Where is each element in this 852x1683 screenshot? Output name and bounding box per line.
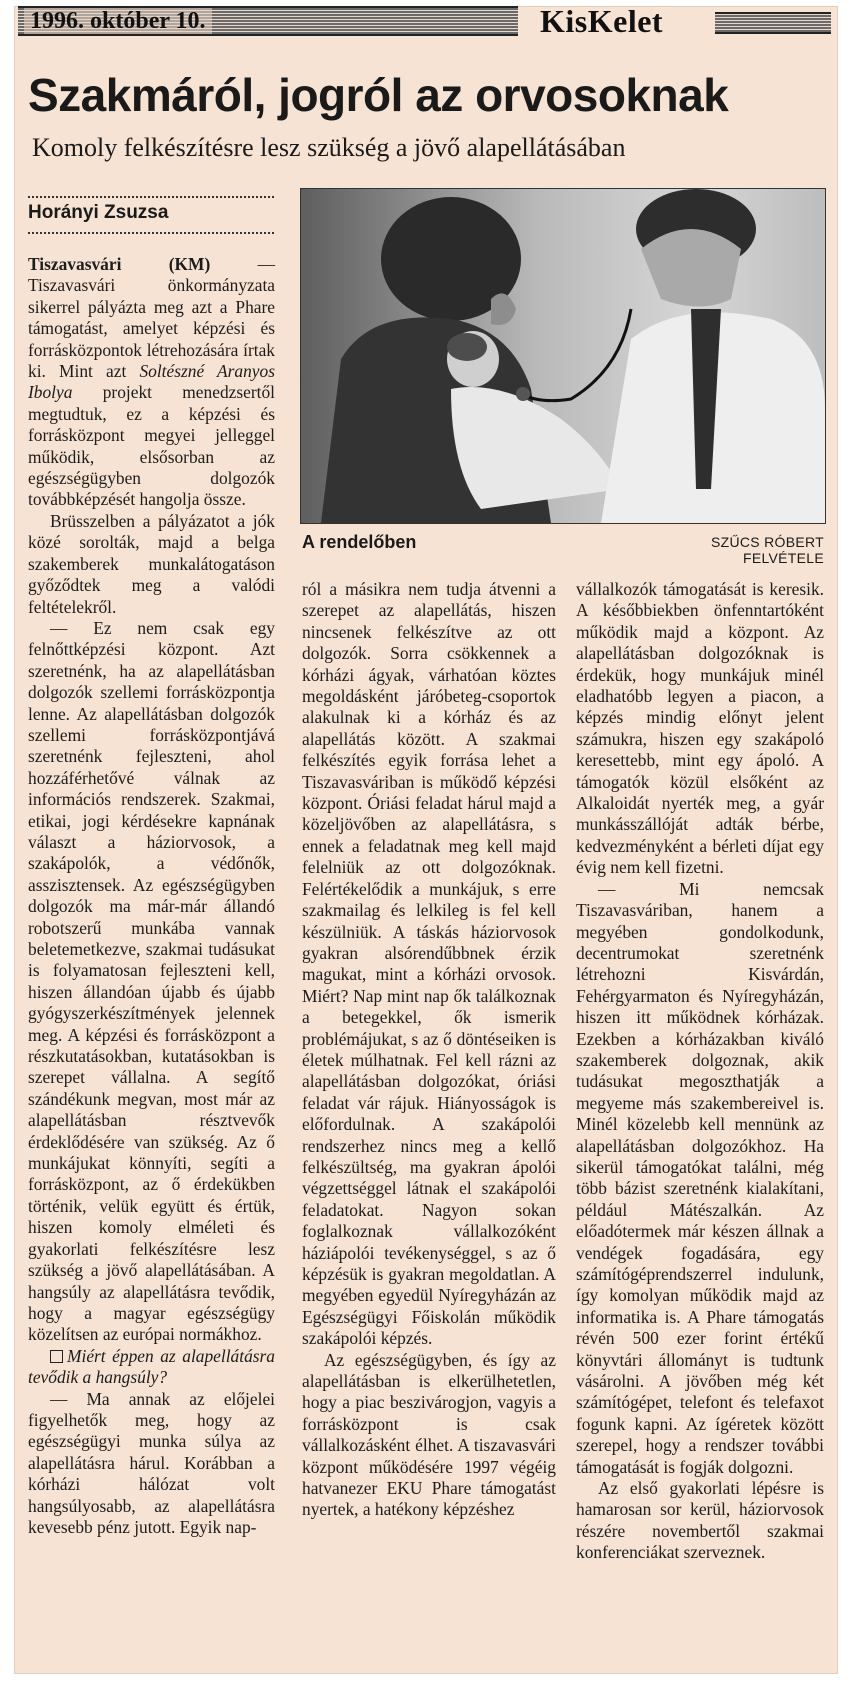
- newspaper-brand: KisKelet: [540, 3, 664, 39]
- question-text: Miért éppen az alapellátásra tevődik a hangsúly?: [28, 1345, 275, 1388]
- text-column-1: [28, 254, 275, 1654]
- paragraph: ról a másikra nem tudja átvenni a szerepet az alapellátás, hiszen nincsenek felkészítve az ott dolgozók. Sorra csökkennek a kórházi ágyak, várhatóan köztes megoldásként járóbeteg-csoportok alakulnak ki a kórház és az alapellátás között. A szakmai felkészítés egyik forrása lehet a Tiszavasváriban is működő képzési központ. Óriási feladat hárul majd a közeljövőben az alapellátásra, s ennek a feladatnak meg kell majd felelniük az ott dolgozóknak. Felértékelődik a munkájuk, s erre szakmailag és lelkileg is fel kell készülniük. A táskás háziorvosok gyakran alsórendűbbnek érzik magukat, mint a kórházi orvosok. Miért? Nap mint nap ők találkoznak a betegekkel, ők ismerik problémájukat, s az ő döntéseiken is életek múlhatnak. Fel kell rázni az alapellátásban dolgozókat, óriási feladat vár rájuk. Hiányosságok is előfordulnak. A szakápolói rendszerhez nincs meg a kellő felkészültség, ma gyakran ápolói végzettséggel látnak el szakápolói feladatokat. Nagyon sokan foglalkoznak vállalkozóként háziápolói tevékenységgel, s az ő képzésük is gyakran megoldatlan. A megyében egyedül Nyíregyházán az Egészségügyi Főiskolán működik szakápolói képzés.: [302, 579, 556, 1349]
- paragraph: Az egészségügyben, és így az alapellátásban is elkerülhetetlen, hogy a piac beszivárogjon, vagyis a forrásközpont is csak vállalkozásként élhet. A tiszavasvári központ működésére 1997 végéig hatvanezer EKU Phare támogatást nyertek, a hatékony képzéshez: [302, 1349, 556, 1520]
- paragraph: vállalkozók támogatását is keresik. A későbbiekben önfenntartóként működik majd a központ. Az alapellátásban dolgozóknak is érdekük, hogy munkájuk minél eladhatóbb legyen a piacon, a képzés mindig előnyt jelent számukra, hiszen egy szakápoló keresettebb, mint egy ápoló. A támogatók közül elsőként az Alkaloidát nyerték meg, a gyár munkásszállóját adták bérbe, kedvezményként a bérleti díjat egy évig nem kell fizetni.: [576, 579, 824, 878]
- photo-credit: SZŰCS RÓBERT FELVÉTELE: [710, 534, 824, 566]
- dateline: Tiszavasvári (KM): [28, 254, 211, 274]
- scan-margin: [838, 0, 852, 1683]
- paragraph: Brüsszelben a pályázatot a jók közé sorolták, majd a belga szakemberek munkalátogatáson győződtek meg a valódi feltételekről.: [28, 510, 275, 617]
- square-bullet-icon: [50, 1350, 63, 1363]
- date-banner: [18, 6, 518, 36]
- paragraph: — Mi nemcsak Tiszavasváriban, hanem a megyében gondolkodunk, decentrumokat szeretnénk létrehozni Kisvárdán, Fehérgyarmaton és Nyíregyházán, hiszen itt működnek kórházak. Ezekben a kórházakban kiváló szakemberek dolgoznak, akik tudásukat megoszthatják a megyeme más szakembereivel is. Minél közelebb kell mennünk az alapellátásban dolgozókhoz. Ha sikerül támogatókat találni, még több bázist szeretnénk kialakítani, például Mátészalkán. Az előadótermek már készen állnak a vendégek fogadására, egy számítógéprendszerrel indulunk, így komolyan működik majd az informatika is. A Phare támogatás révén 500 ezer forint értékű könyvtári állományt is tudtunk vásárolni. A jövőben még két számítógépet, telefont és telefaxot fogunk kapni. Az ígéretek között szerepel, hogy a rendszer további támogatását is fogják dolgozni.: [576, 878, 824, 1477]
- paragraph: [28, 254, 275, 511]
- photo-caption: A rendelőben: [302, 532, 417, 552]
- byline-rule-bottom: [28, 232, 274, 234]
- paragraph: Az első gyakorlati lépésre is hamarosan sor kerül, háziorvosok részére novembertől szakmai konferenciákat szerveznek.: [576, 1478, 824, 1563]
- issue-date: 1996. október 10.: [24, 8, 212, 34]
- article-headline: Szakmáról, jogról az orvosoknak: [28, 69, 729, 121]
- byline-rule-top: [28, 196, 274, 198]
- article-subheadline: Komoly felkészítésre lesz szükség a jövő alapellátásában: [32, 133, 626, 162]
- paragraph-text: — Tiszavasvári önkormányzata sikerrel pályázta meg azt a Phare támogatást, amelyet képzési és forrásközpontok létrehozására írtak ki. Mint azt: [28, 254, 275, 382]
- brand-banner-stripe: [715, 12, 831, 34]
- text-column-2: [302, 579, 556, 1659]
- paragraph: — Ma annak az előjelei figyelhetők meg, hogy az egészségügyi munka súlya az alapellátásra hárul. Korábban a kórházi hálózat volt hangsúlyosabb, az alapellátásra kevesebb pénz jutott. Egyik nap-: [28, 1388, 275, 1537]
- interview-question: [28, 1346, 275, 1389]
- paragraph: — Ez nem csak egy felnőttképzési központ. Azt szeretnénk, ha az alapellátásban dolgozók szellemi forrásközpontja lenne. Az alapellátásban dolgozók szellemi forrásközpontjává szeretnénk fejleszteni, ahol hozzáférhetővé válnak az információs rendszerek. Szakmai, etikai, jogi kérdésekre kapnának választ a háziorvosok, a szakápolók, a védőnők, asszisztensek. Az egészségügyben dolgozók ma már-már állandó robotszerű munkába vannak beletemetkezve, szakmai tudásukat is folyamatosan fejleszteni kell, hiszen állandóan újabb és újabb gyógyszerkészítmények jelennek meg. A képzési és forrásközpont a részkutatásokban, kutatásokban is szerepet vállalna. A segítő szándékunk megvan, most már az alapellátásban résztvevők érdeklődésére van szükség. Az ő munkájukat könnyíti, segíti a forrásközpont, az ő érdekükben történik, velük együtt és értük, hiszen komoly elméleti és gyakorlati felkészítésre lesz szükség a jövő alapellátásában. A hangsúly az alapellátásra tevődik, hogy a magyar egészségügy közelítsen az európai normákhoz.: [28, 617, 275, 1345]
- paragraph-text: projekt menedzsertől megtudtuk, ez a képzési és forrásközpont megyei jelleggel működik, elsősorban az egészségügyben dolgozók továbbképzését hangolja össze.: [28, 382, 275, 510]
- article-photo: [300, 188, 826, 524]
- text-column-3: [576, 579, 824, 1659]
- article-byline: Horányi Zsuzsa: [28, 202, 169, 223]
- person-name: Soltészné Aranyos Ibolya: [28, 361, 275, 403]
- doctor-examining-baby-photo: [301, 189, 825, 523]
